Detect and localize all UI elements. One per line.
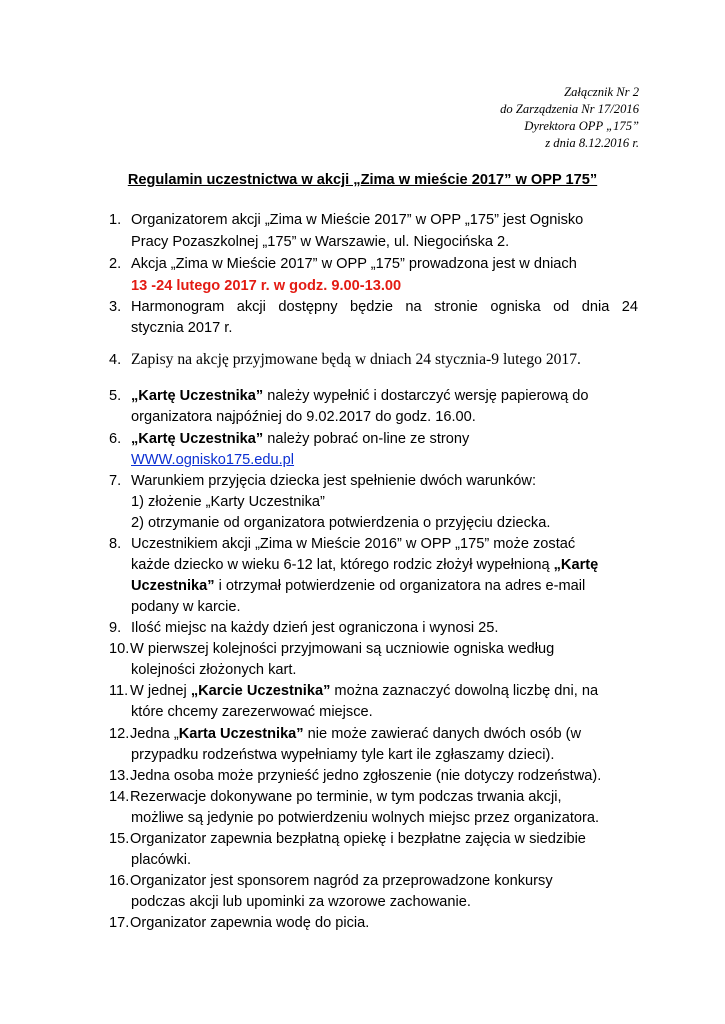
list-item-text: W pierwszej kolejności przyjmowani są uczniowie ogniska według — [130, 641, 555, 657]
list-item-text: które chcemy zarezerwować miejsce. — [131, 704, 373, 720]
annex-line: do Zarządzenia Nr 17/2016 — [500, 102, 639, 116]
list-item-text — [130, 724, 581, 744]
text-span: nie może zawierać danych dwóch osób (w — [303, 726, 582, 742]
list-number: 1. — [109, 212, 122, 228]
list-number: 6. — [109, 431, 122, 447]
annex-header — [500, 84, 639, 152]
list-number: 10. — [109, 641, 130, 657]
list-number: 4. — [109, 352, 122, 368]
list-item-text: Warunkiem przyjęcia dziecka jest spełnienie dwóch warunków: — [131, 473, 537, 489]
list-item-text: Uczestnikiem akcji „Zima w Mieście 2016” w OPP „175” może zostać — [131, 536, 576, 552]
list-number: 12. — [109, 726, 130, 742]
text-span: należy pobrać on-line ze strony — [263, 431, 470, 447]
list-item-text: podczas akcji lub upominki za wzorowe zachowanie. — [131, 894, 471, 910]
list-item-text: Ilość miejsc na każdy dzień jest ograniczona i wynosi 25. — [131, 620, 499, 636]
list-item-text: Jedna osoba może przynieść jedno zgłoszenie (nie dotyczy rodzeństwa). — [130, 768, 602, 784]
list-item-text: organizatora najpóźniej do 9.02.2017 do godz. 16.00. — [131, 409, 476, 425]
list-number: 16. — [109, 873, 130, 889]
list-number: 2. — [109, 256, 122, 272]
list-item-text: Organizatorem akcji „Zima w Mieście 2017” w OPP „175” jest Ognisko — [131, 212, 584, 228]
list-item-text: Rezerwacje dokonywane po terminie, w tym podczas trwania akcji, — [130, 789, 562, 805]
list-item-text: stycznia 2017 r. — [131, 320, 233, 336]
website-link[interactable]: WWW.ognisko175.edu.pl — [131, 452, 295, 468]
bold-text: „Kartę Uczestnika” — [131, 431, 264, 447]
list-number: 3. — [109, 299, 122, 315]
list-number: 11. — [109, 683, 129, 699]
sub-item: 2) otrzymanie od organizatora potwierdzenia o przyjęciu dziecka. — [131, 515, 551, 531]
list-item-text — [130, 681, 598, 701]
bold-text: Karta Uczestnika” — [178, 726, 304, 742]
list-item-text: Pracy Pozaszkolnej „175” w Warszawie, ul. Niegocińska 2. — [131, 234, 510, 250]
list-item-text: kolejności złożonych kart. — [131, 662, 297, 678]
text-span: każde dziecko w wieku 6-12 lat, którego rodzic złożył wypełnioną — [131, 557, 554, 573]
sub-item: 1) złożenie „Karty Uczestnika” — [131, 494, 325, 510]
annex-line: Załącznik Nr 2 — [564, 85, 639, 99]
list-number: 8. — [109, 536, 122, 552]
list-number: 14. — [109, 789, 130, 805]
document-title: Regulamin uczestnictwa w akcji „Zima w mieście 2017” w OPP 175” — [127, 172, 598, 188]
list-item-text: Zapisy na akcję przyjmowane będą w dniach 24 stycznia-9 lutego 2017. — [131, 351, 581, 368]
bold-text: Uczestnika” — [131, 578, 215, 594]
list-item-text — [131, 386, 589, 406]
list-number: 17. — [109, 915, 130, 931]
list-item-text: placówki. — [131, 852, 192, 868]
list-item-text: przypadku rodzeństwa wypełniamy tyle kart ile zgłaszamy dzieci). — [131, 747, 555, 763]
annex-line: Dyrektora OPP „175” — [524, 119, 639, 133]
list-item-text — [131, 429, 469, 449]
text-span: należy wypełnić i dostarczyć wersję papierową do — [263, 388, 589, 404]
text-span: Jedna „ — [130, 726, 179, 742]
bold-text: „Kartę Uczestnika” — [131, 388, 264, 404]
list-number: 15. — [109, 831, 130, 847]
highlight-dates: 13 -24 lutego 2017 r. w godz. 9.00-13.00 — [131, 278, 402, 294]
annex-line: z dnia 8.12.2016 r. — [545, 136, 639, 150]
list-number: 13. — [109, 768, 130, 784]
list-number: 9. — [109, 620, 122, 636]
list-number: 7. — [109, 473, 122, 489]
list-item-text: Organizator zapewnia bezpłatną opiekę i bezpłatne zajęcia w siedzibie — [130, 831, 586, 847]
list-item-text: podany w karcie. — [131, 599, 241, 615]
bold-text: „Kartę — [553, 557, 599, 573]
bold-text: „Karcie Uczestnika” — [190, 683, 331, 699]
text-span: można zaznaczyć dowolną liczbę dni, na — [330, 683, 599, 699]
list-item-text: Organizator zapewnia wodę do picia. — [130, 915, 370, 931]
list-item-text: Harmonogram akcji dostępny będzie na stronie ogniska od dnia 24 — [131, 299, 638, 315]
list-item-text: Akcja „Zima w Mieście 2017” w OPP „175” prowadzona jest w dniach — [131, 256, 577, 272]
list-item-text: możliwe są jedynie po potwierdzeniu wolnych miejsc przez organizatora. — [131, 810, 600, 826]
list-item-text — [131, 555, 598, 575]
list-item-text: Organizator jest sponsorem nagród za przeprowadzone konkursy — [130, 873, 553, 889]
text-span: i otrzymał potwierdzenie od organizatora na adres e-mail — [214, 578, 586, 594]
list-item-text — [131, 576, 585, 596]
list-number: 5. — [109, 388, 122, 404]
text-span: W jednej — [130, 683, 191, 699]
